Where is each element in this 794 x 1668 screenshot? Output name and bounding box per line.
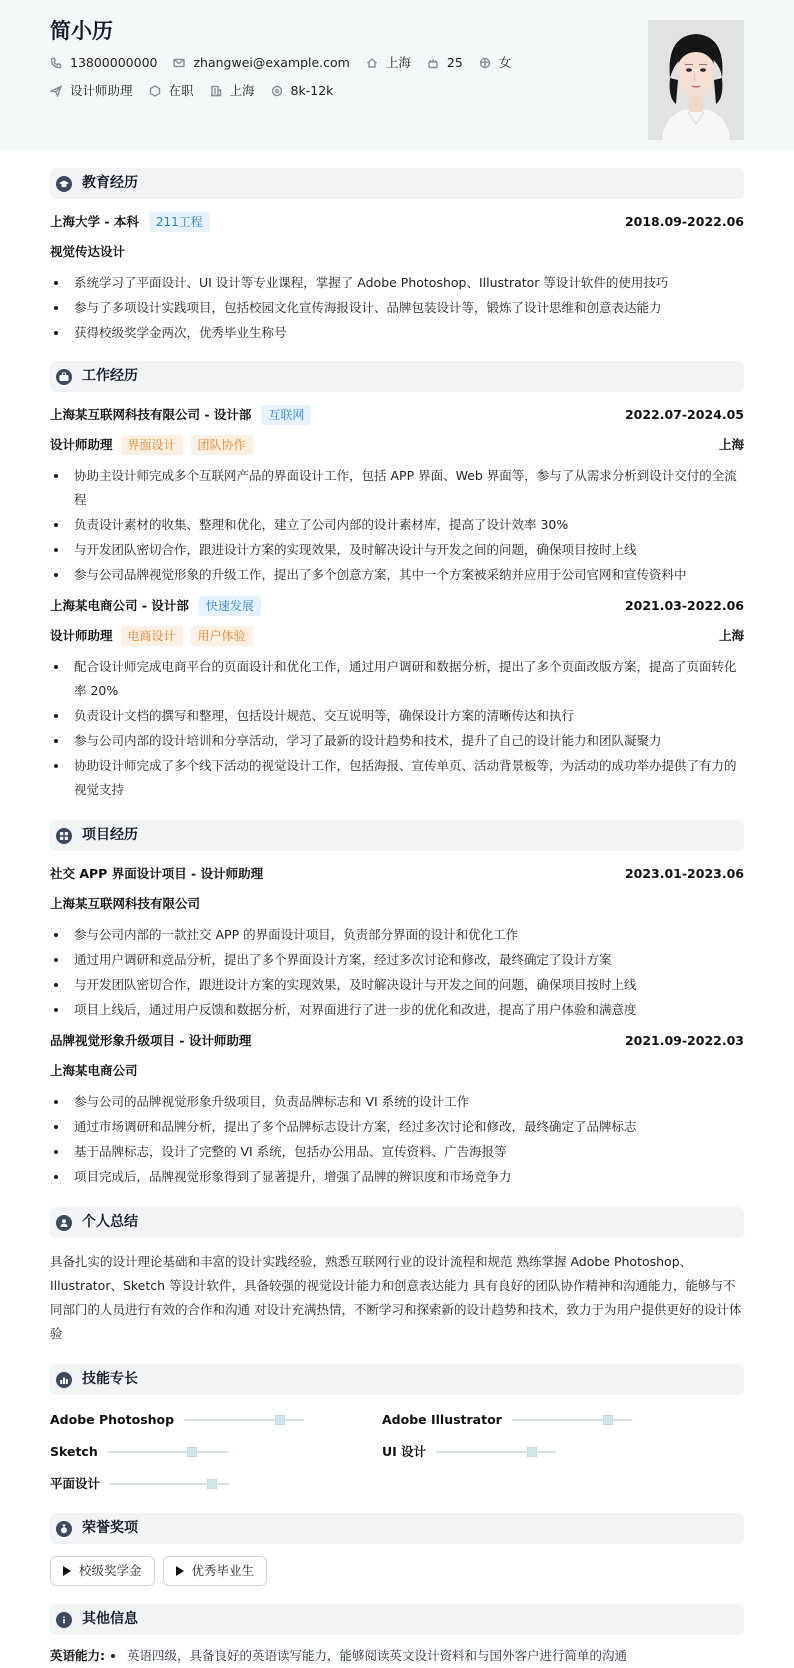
other-label: 英语能力: bbox=[50, 1648, 105, 1663]
other-text: 英语四级，具备良好的英语读写能力，能够阅读英文设计资料和与国外客户进行简单的沟通 bbox=[127, 1648, 628, 1663]
school-tag: 211工程 bbox=[149, 212, 210, 232]
age-icon bbox=[427, 57, 439, 69]
gender-icon bbox=[479, 57, 491, 69]
work-date: 2021.03-2022.06 bbox=[624, 597, 744, 613]
list-item: 与开发团队密切合作，跟进设计方案的实现效果，及时解决设计与开发之间的问题，确保项目按时上线 bbox=[50, 973, 744, 997]
skill-bar bbox=[108, 1451, 228, 1453]
list-item: 项目完成后，品牌视觉形象得到了显著提升，增强了品牌的辨识度和市场竞争力 bbox=[50, 1165, 744, 1189]
resume-header bbox=[0, 0, 794, 150]
skill-level-marker bbox=[275, 1415, 285, 1425]
list-item: 通过市场调研和品牌分析，提出了多个品牌标志设计方案，经过多次讨论和修改，最终确定了品牌标志 bbox=[50, 1115, 744, 1139]
section-education-header bbox=[50, 168, 744, 199]
work-list-2 bbox=[50, 655, 744, 802]
skill-item bbox=[50, 1441, 382, 1463]
work-date: 2022.07-2024.05 bbox=[624, 406, 744, 422]
list-item: 协助主设计师完成多个互联网产品的界面设计工作，包括 APP 界面、Web 界面等，参与了从需求分析到设计交付的全流程 bbox=[50, 464, 744, 512]
city-text: 上海 bbox=[385, 54, 411, 70]
list-item: 参与公司品牌视觉形象的升级工作，提出了多个创意方案，其中一个方案被采纳并应用于公司官网和宣传资料中 bbox=[50, 563, 744, 587]
contact-age bbox=[427, 54, 463, 73]
skill-bar bbox=[436, 1451, 556, 1453]
role-name: 设计师助理 bbox=[50, 627, 113, 643]
skill-tag: 电商设计 bbox=[121, 626, 183, 646]
list-item: 通过用户调研和竞品分析，提出了多个界面设计方案，经过多次讨论和修改，最终确定了设计方案 bbox=[50, 948, 744, 972]
home-icon bbox=[366, 57, 378, 69]
portrait-icon bbox=[648, 20, 744, 140]
company-tag: 互联网 bbox=[261, 405, 311, 425]
section-title: 个人总结 bbox=[82, 1214, 138, 1230]
skill-item bbox=[382, 1441, 702, 1463]
award-badge bbox=[163, 1556, 268, 1586]
list-item: 负责设计文档的撰写和整理，包括设计规范、交互说明等，确保设计方案的清晰传达和执行 bbox=[50, 704, 744, 728]
play-icon bbox=[63, 1566, 71, 1576]
status-icon bbox=[149, 85, 161, 97]
skill-name: Sketch bbox=[50, 1443, 98, 1459]
contact-row bbox=[50, 52, 746, 74]
award-label: 优秀毕业生 bbox=[191, 1562, 255, 1578]
list-item: 获得校级奖学金两次，优秀毕业生称号 bbox=[50, 321, 744, 345]
list-item: 系统学习了平面设计、UI 设计等专业课程，掌握了 Adobe Photoshop、Illustrator 等设计软件的使用技巧 bbox=[50, 271, 744, 295]
section-title: 项目经历 bbox=[82, 827, 138, 843]
project-date: 2023.01-2023.06 bbox=[624, 865, 744, 881]
section-work-header bbox=[50, 361, 744, 392]
skill-tag: 用户体验 bbox=[191, 626, 253, 646]
work-row-1 bbox=[50, 404, 744, 426]
project-date: 2021.09-2022.03 bbox=[624, 1032, 744, 1048]
list-item: 参与了多项设计实践项目，包括校园文化宣传海报设计、品牌包装设计等，锻炼了设计思维和创意表达能力 bbox=[50, 296, 744, 320]
skill-bar bbox=[110, 1483, 230, 1485]
skill-item bbox=[382, 1409, 702, 1431]
user-icon bbox=[56, 1215, 72, 1231]
job-intent-row bbox=[50, 80, 746, 102]
section-skills-header bbox=[50, 1364, 744, 1395]
list-item: 基于品牌标志，设计了完整的 VI 系统，包括办公用品、宣传资料、广告海报等 bbox=[50, 1140, 744, 1164]
work-role-row-1 bbox=[50, 434, 744, 456]
skills-grid bbox=[50, 1407, 744, 1495]
section-title: 其他信息 bbox=[82, 1611, 138, 1627]
project-row-2 bbox=[50, 1030, 744, 1052]
skill-level-marker bbox=[603, 1415, 613, 1425]
info-icon bbox=[56, 1612, 72, 1628]
position-text: 设计师助理 bbox=[70, 82, 133, 98]
medal-icon bbox=[56, 1521, 72, 1537]
skill-name: Adobe Illustrator bbox=[382, 1411, 502, 1427]
list-item: 项目上线后，通过用户反馈和数据分析，对界面进行了进一步的优化和改进，提高了用户体验和满意度 bbox=[50, 998, 744, 1022]
skill-item bbox=[50, 1473, 382, 1495]
job-salary bbox=[271, 82, 334, 101]
list-item: 与开发团队密切合作，跟进设计方案的实现效果，及时解决设计与开发之间的问题，确保项目按时上线 bbox=[50, 538, 744, 562]
skill-tag: 团队协作 bbox=[191, 435, 253, 455]
project-name: 社交 APP 界面设计项目 - 设计师助理 bbox=[50, 865, 264, 881]
skill-level-marker bbox=[527, 1447, 537, 1457]
list-item: 配合设计师完成电商平台的页面设计和优化工作，通过用户调研和数据分析，提出了多个页面改版方案，提高了页面转化率 20% bbox=[50, 655, 744, 703]
list-item: 协助设计师完成了多个线下活动的视觉设计工作，包括海报、宣传单页、活动背景板等，为活动的成功举办提供了有力的视觉支持 bbox=[50, 754, 744, 802]
project-list-1 bbox=[50, 923, 744, 1022]
chart-icon bbox=[56, 1372, 72, 1388]
section-title: 工作经历 bbox=[82, 368, 138, 384]
section-other-header bbox=[50, 1604, 744, 1635]
section-title: 荣誉奖项 bbox=[82, 1520, 138, 1536]
profile-photo bbox=[648, 20, 744, 140]
list-item: 参与公司内部的一款社交 APP 的界面设计项目，负责部分界面的设计和优化工作 bbox=[50, 923, 744, 947]
skill-item bbox=[50, 1409, 382, 1431]
project-company: 上海某互联网科技有限公司 bbox=[50, 896, 201, 911]
play-icon bbox=[176, 1566, 184, 1576]
candidate-name: 简小历 bbox=[50, 19, 113, 43]
job-position bbox=[50, 82, 133, 101]
send-icon bbox=[50, 85, 62, 97]
role-name: 设计师助理 bbox=[50, 436, 113, 452]
education-row bbox=[50, 211, 744, 233]
company-name: 上海某电商公司 - 设计部 bbox=[50, 597, 189, 613]
education-date: 2018.09-2022.06 bbox=[624, 213, 744, 229]
status-text: 在职 bbox=[168, 82, 194, 98]
company-name: 上海某互联网科技有限公司 - 设计部 bbox=[50, 406, 252, 422]
contact-email bbox=[173, 54, 349, 73]
age-text: 25 bbox=[446, 54, 463, 70]
skill-name: UI 设计 bbox=[382, 1443, 427, 1459]
grid-icon bbox=[56, 828, 72, 844]
phone-text: 13800000000 bbox=[70, 54, 158, 70]
education-major: 视觉传达设计 bbox=[50, 244, 126, 259]
section-awards-header bbox=[50, 1513, 744, 1544]
resume-body bbox=[0, 168, 794, 1666]
project-list-2 bbox=[50, 1090, 744, 1189]
award-label: 校级奖学金 bbox=[79, 1562, 142, 1578]
section-title: 技能专长 bbox=[82, 1371, 138, 1387]
list-item: 参与公司内部的设计培训和分享活动，学习了最新的设计趋势和技术，提升了自己的设计能力和团队凝聚力 bbox=[50, 729, 744, 753]
award-badge bbox=[50, 1556, 155, 1586]
other-info-row bbox=[50, 1647, 744, 1666]
work-location: 上海 bbox=[718, 436, 744, 452]
briefcase-icon bbox=[56, 369, 72, 385]
work-row-2 bbox=[50, 595, 744, 617]
contact-city bbox=[366, 54, 411, 73]
education-list bbox=[50, 271, 744, 345]
skill-bar bbox=[512, 1419, 632, 1421]
bullet-dot bbox=[111, 1654, 115, 1658]
work-role-row-2 bbox=[50, 625, 744, 647]
school-name: 上海大学 - 本科 bbox=[50, 213, 139, 229]
skill-level-marker bbox=[187, 1447, 197, 1457]
mail-icon bbox=[173, 57, 185, 69]
summary-text: 具备扎实的设计理论基础和丰富的设计实践经验，熟悉互联网行业的设计流程和规范 熟练掌握 Adobe Photoshop、Illustrator、Sketch 等设计软件，具备较强的视觉设计能力和创意表达能力 具有良好的团队协作精神和沟通能力，能够与不同部门的人员进行有效的合作和沟通 对设计充满热情，不断学习和探索新的设计趋势和技术，致力于为用户提供更好的设计体验 bbox=[50, 1254, 742, 1341]
job-city bbox=[210, 82, 255, 101]
section-title: 教育经历 bbox=[82, 175, 138, 191]
building-icon bbox=[210, 85, 222, 97]
project-name: 品牌视觉形象升级项目 - 设计师助理 bbox=[50, 1032, 252, 1048]
work-list-1 bbox=[50, 464, 744, 587]
graduation-cap-icon bbox=[56, 176, 72, 192]
contact-gender bbox=[479, 54, 512, 73]
work-location: 上海 bbox=[718, 627, 744, 643]
contact-phone bbox=[50, 54, 157, 73]
project-company: 上海某电商公司 bbox=[50, 1063, 138, 1078]
skill-level-marker bbox=[207, 1479, 217, 1489]
list-item: 负责设计素材的收集、整理和优化，建立了公司内部的设计素材库，提高了设计效率 30% bbox=[50, 513, 744, 537]
salary-text: 8k-12k bbox=[290, 82, 334, 98]
company-tag: 快速发展 bbox=[199, 596, 261, 616]
phone-icon bbox=[50, 57, 62, 69]
job-status bbox=[149, 82, 194, 101]
project-row-1 bbox=[50, 863, 744, 885]
skill-name: Adobe Photoshop bbox=[50, 1411, 175, 1427]
gender-text: 女 bbox=[498, 54, 512, 70]
skill-name: 平面设计 bbox=[50, 1475, 101, 1491]
list-item: 参与公司的品牌视觉形象升级项目，负责品牌标志和 VI 系统的设计工作 bbox=[50, 1090, 744, 1114]
section-summary-header bbox=[50, 1207, 744, 1238]
skill-tag: 界面设计 bbox=[121, 435, 183, 455]
job-city-text: 上海 bbox=[229, 82, 255, 98]
salary-icon bbox=[271, 85, 283, 97]
skill-bar bbox=[184, 1419, 304, 1421]
section-projects-header bbox=[50, 820, 744, 851]
awards-list bbox=[50, 1556, 744, 1586]
email-text: zhangwei@example.com bbox=[193, 54, 350, 70]
